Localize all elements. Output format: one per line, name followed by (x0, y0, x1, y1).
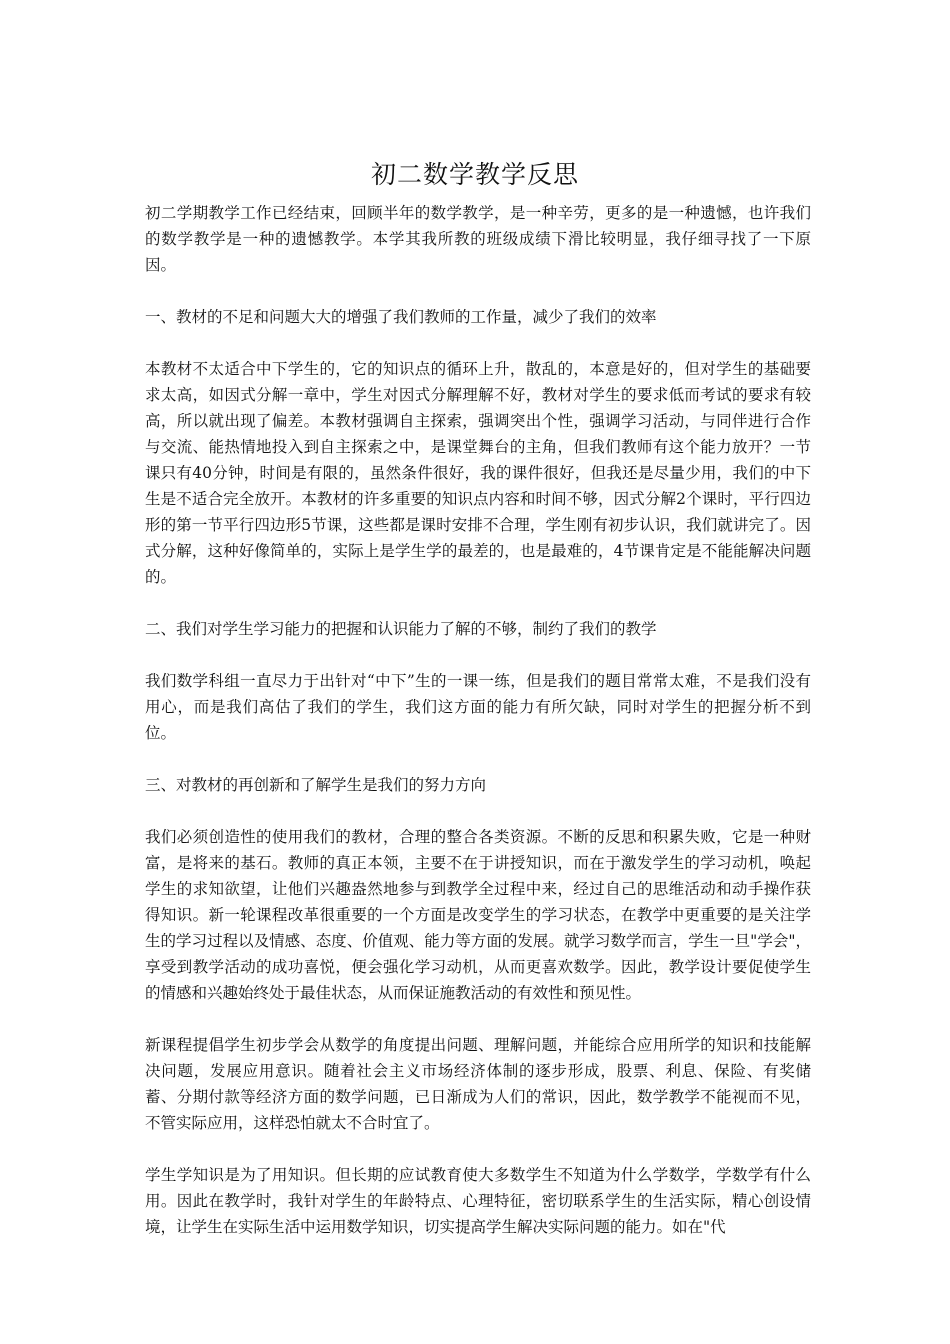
paragraph-section-2: 我们数学科组一直尽力于出针对“中下”生的一课一练，但是我们的题目常常太难，不是我们没有用心，而是我们高估了我们的学生，我们这方面的能力有所欠缺，同时对学生的把握分析不到位。 (145, 672, 811, 742)
section-heading-3: 三、对教材的再创新和了解学生是我们的努力方向 (145, 776, 487, 794)
paragraph-section-3b: 新课程提倡学生初步学会从数学的角度提出问题、理解问题，并能综合应用所学的知识和技能解决问题，发展应用意识。随着社会主义市场经济体制的逐步形成，股票、利息、保险、有奖储蓄、分期付款等经济方面的数学问题，已日渐成为人们的常识，因此，数学教学不能视而不见，不管实际应用，这样恐怕就太不合时宜了。 (145, 1036, 811, 1132)
paragraph-section-3c: 学生学知识是为了用知识。但长期的应试教育使大多数学生不知道为什么学数学，学数学有什么用。因此在教学时，我针对学生的年龄特点、心理特征，密切联系学生的生活实际，精心创设情境，让学生在实际生活中运用数学知识，切实提高学生解决实际问题的能力。如在"代 (145, 1166, 811, 1236)
document-body (145, 200, 811, 1266)
section-heading-1: 一、教材的不足和问题大大的增强了我们教师的工作量，减少了我们的效率 (145, 308, 657, 326)
paragraph-intro: 初二学期教学工作已经结束，回顾半年的数学教学，是一种辛劳，更多的是一种遗憾，也许我们的数学教学是一种的遗憾教学。本学其我所教的班级成绩下滑比较明显，我仔细寻找了一下原因。 (145, 204, 811, 274)
document-title: 初二数学教学反思 (370, 160, 579, 189)
paragraph-section-3a: 我们必须创造性的使用我们的教材，合理的整合各类资源。不断的反思和积累失败，它是一种财富，是将来的基石。教师的真正本领，主要不在于讲授知识，而在于激发学生的学习动机，唤起学生的求知欲望，让他们兴趣盎然地参与到教学全过程中来，经过自己的思维活动和动手操作获得知识。新一轮课程改革很重要的一个方面是改变学生的学习状态，在教学中更重要的是关注学生的学习过程以及情感、态度、价值观、能力等方面的发展。就学习数学而言，学生一旦"学会"，享受到教学活动的成功喜悦，便会强化学习动机，从而更喜欢数学。因此，教学设计要促使学生的情感和兴趣始终处于最佳状态，从而保证施教活动的有效性和预见性。 (145, 828, 811, 1002)
paragraph-section-1: 本教材不太适合中下学生的，它的知识点的循环上升，散乱的，本意是好的，但对学生的基础要求太高，如因式分解一章中，学生对因式分解理解不好，教材对学生的要求低而考试的要求有较高，所以就出现了偏差。本教材强调自主探索，强调突出个性，强调学习活动，与同伴进行合作与交流、能热情地投入到自主探索之中，是课堂舞台的主角，但我们教师有这个能力放开？一节课只有40分钟，时间是有限的，虽然条件很好，我的课件很好，但我还是尽量少用，我们的中下生是不适合完全放开。本教材的许多重要的知识点内容和时间不够，因式分解2个课时，平行四边形的第一节平行四边形5节课，这些都是课时安排不合理，学生刚有初步认识，我们就讲完了。因式分解，这种好像简单的，实际上是学生学的最差的，也是最难的，4节课肯定是不能能解决问题的。 (145, 360, 811, 586)
section-heading-2: 二、我们对学生学习能力的把握和认识能力了解的不够，制约了我们的教学 (145, 620, 657, 638)
